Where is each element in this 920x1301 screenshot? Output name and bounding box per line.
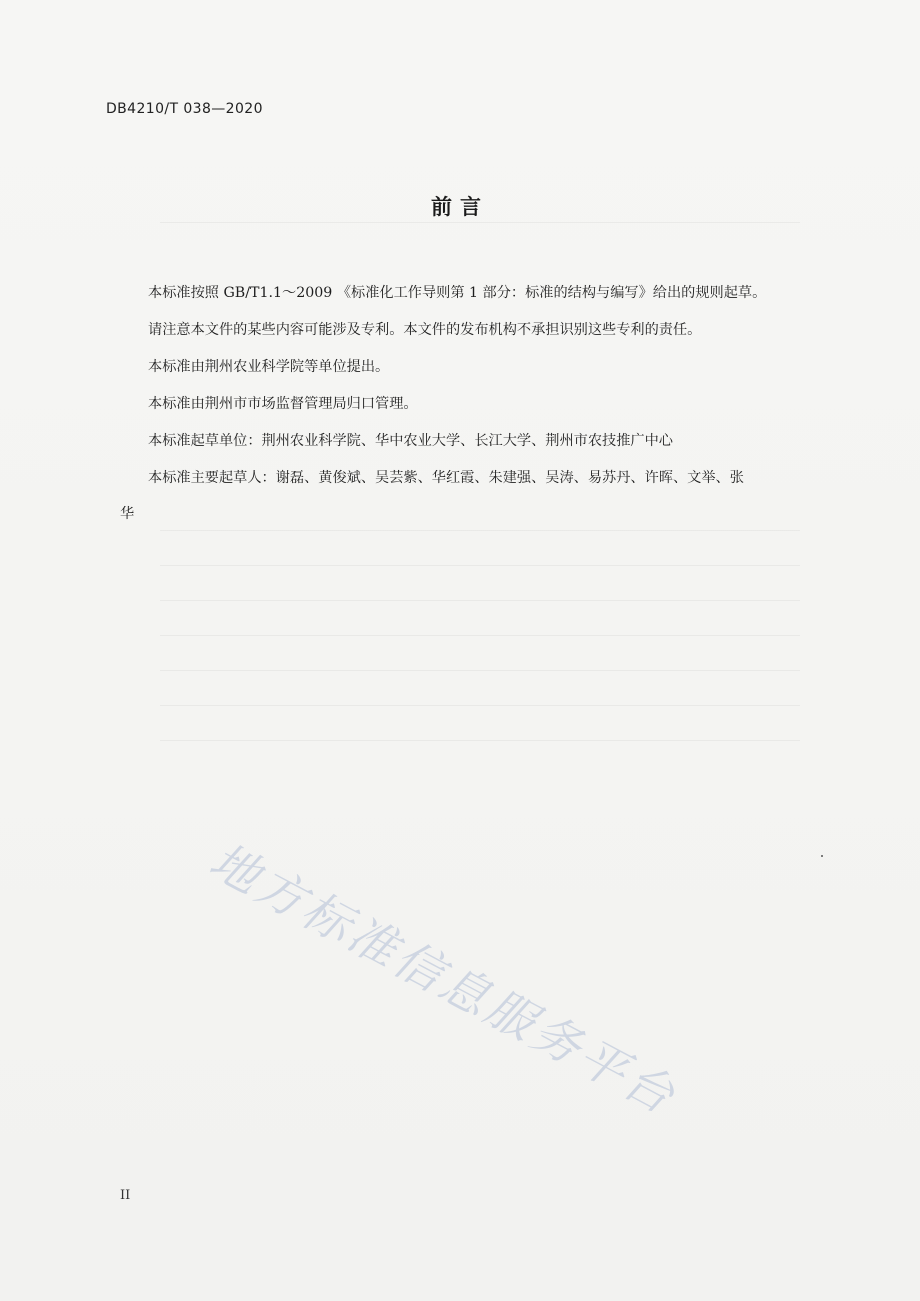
show-through-line [160,600,800,601]
paragraph: 本标准起草单位：荆州农业科学院、华中农业大学、长江大学、荆州市农技推广中心 [148,433,673,449]
paragraph: 请注意本文件的某些内容可能涉及专利。本文件的发布机构不承担识别这些专利的责任。 [148,322,702,338]
show-through-line [160,222,800,223]
speck [821,855,823,857]
paragraph: 本标准主要起草人：谢磊、黄俊斌、吴芸紫、华红霞、朱建强、吴涛、易苏丹、许晖、文举、张 [148,470,744,486]
show-through-line [160,530,800,531]
show-through-line [160,705,800,706]
watermark: 地方标准信息服务平台 [200,832,686,1127]
show-through-line [160,565,800,566]
show-through-line [160,740,800,741]
paragraph-continuation: 华 [120,506,135,522]
page-title: 前言 [431,195,489,219]
page-number: II [120,1188,131,1203]
document-code: DB4210/T 038—2020 [106,101,263,117]
paragraph: 本标准由荆州市市场监督管理局归口管理。 [148,396,418,412]
paragraph: 本标准按照 GB/T1.1～2009 《标准化工作导则第 1 部分：标准的结构与编写》给出的规则起草。 [148,285,767,301]
paragraph: 本标准由荆州农业科学院等单位提出。 [148,359,390,375]
show-through-line [160,635,800,636]
show-through-line [160,670,800,671]
